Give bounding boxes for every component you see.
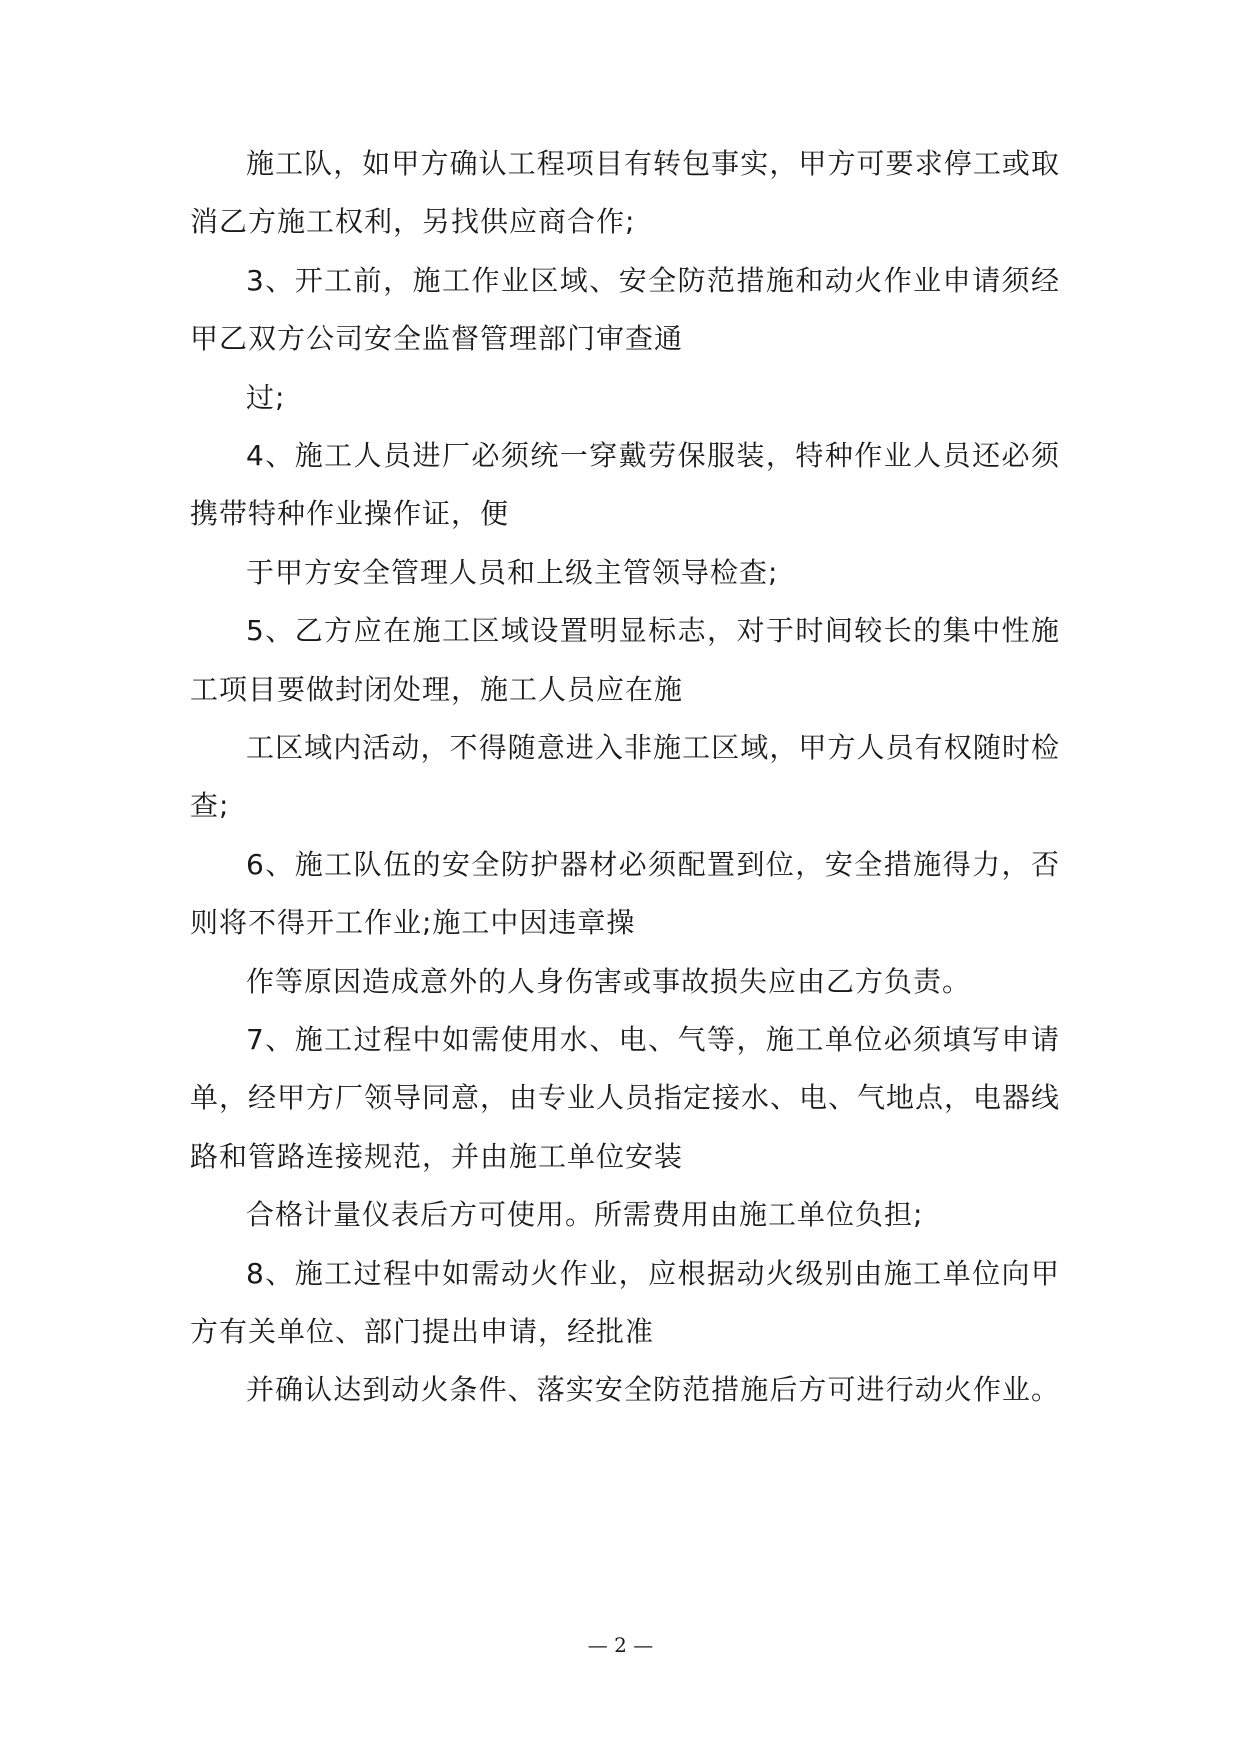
text-line: 消乙方施工权利，另找供应商合作; (190, 205, 636, 238)
text-line: 甲乙双方公司安全监督管理部门审查通 (190, 322, 684, 355)
text-line: 单，经甲方厂领导同意，由专业人员指定接水、电、气地点，电器线 (190, 1081, 1061, 1114)
text-line: 3、开工前，施工作业区域、安全防范措施和动火作业申请须经 (246, 264, 1060, 297)
text-line: 5、乙方应在施工区域设置明显标志，对于时间较长的集中性施 (246, 614, 1060, 647)
text-line: 路和管路连接规范，并由施工单位安装 (190, 1140, 684, 1173)
text-line: 工项目要做封闭处理，施工人员应在施 (190, 673, 684, 706)
text-line: 合格计量仪表后方可使用。所需费用由施工单位负担; (246, 1198, 924, 1231)
text-line: 作等原因造成意外的人身伤害或事故损失应由乙方负责。 (246, 965, 972, 998)
page-number: — 2 — (587, 1633, 654, 1657)
text-line: 8、施工过程中如需动火作业，应根据动火级别由施工单位向甲 (246, 1257, 1060, 1290)
text-line: 于甲方安全管理人员和上级主管领导检查; (246, 556, 779, 589)
text-line: 则将不得开工作业;施工中因违章操 (190, 906, 636, 939)
text-line: 方有关单位、部门提出申请，经批准 (190, 1315, 655, 1348)
text-line: 携带特种作业操作证，便 (190, 497, 510, 530)
text-line: 并确认达到动火条件、落实安全防范措施后方可进行动火作业。 (246, 1373, 1060, 1406)
text-line: 7、施工过程中如需使用水、电、气等，施工单位必须填写申请 (246, 1023, 1060, 1056)
text-line: 4、施工人员进厂必须统一穿戴劳保服装，特种作业人员还必须 (246, 439, 1060, 472)
text-line: 过; (246, 381, 286, 414)
text-line: 6、施工队伍的安全防护器材必须配置到位，安全措施得力，否 (246, 848, 1060, 881)
text-line: 施工队，如甲方确认工程项目有转包事实，甲方可要求停工或取 (246, 147, 1060, 180)
text-line: 工区域内活动，不得随意进入非施工区域，甲方人员有权随时检 (246, 731, 1060, 764)
text-line: 查; (190, 789, 230, 822)
